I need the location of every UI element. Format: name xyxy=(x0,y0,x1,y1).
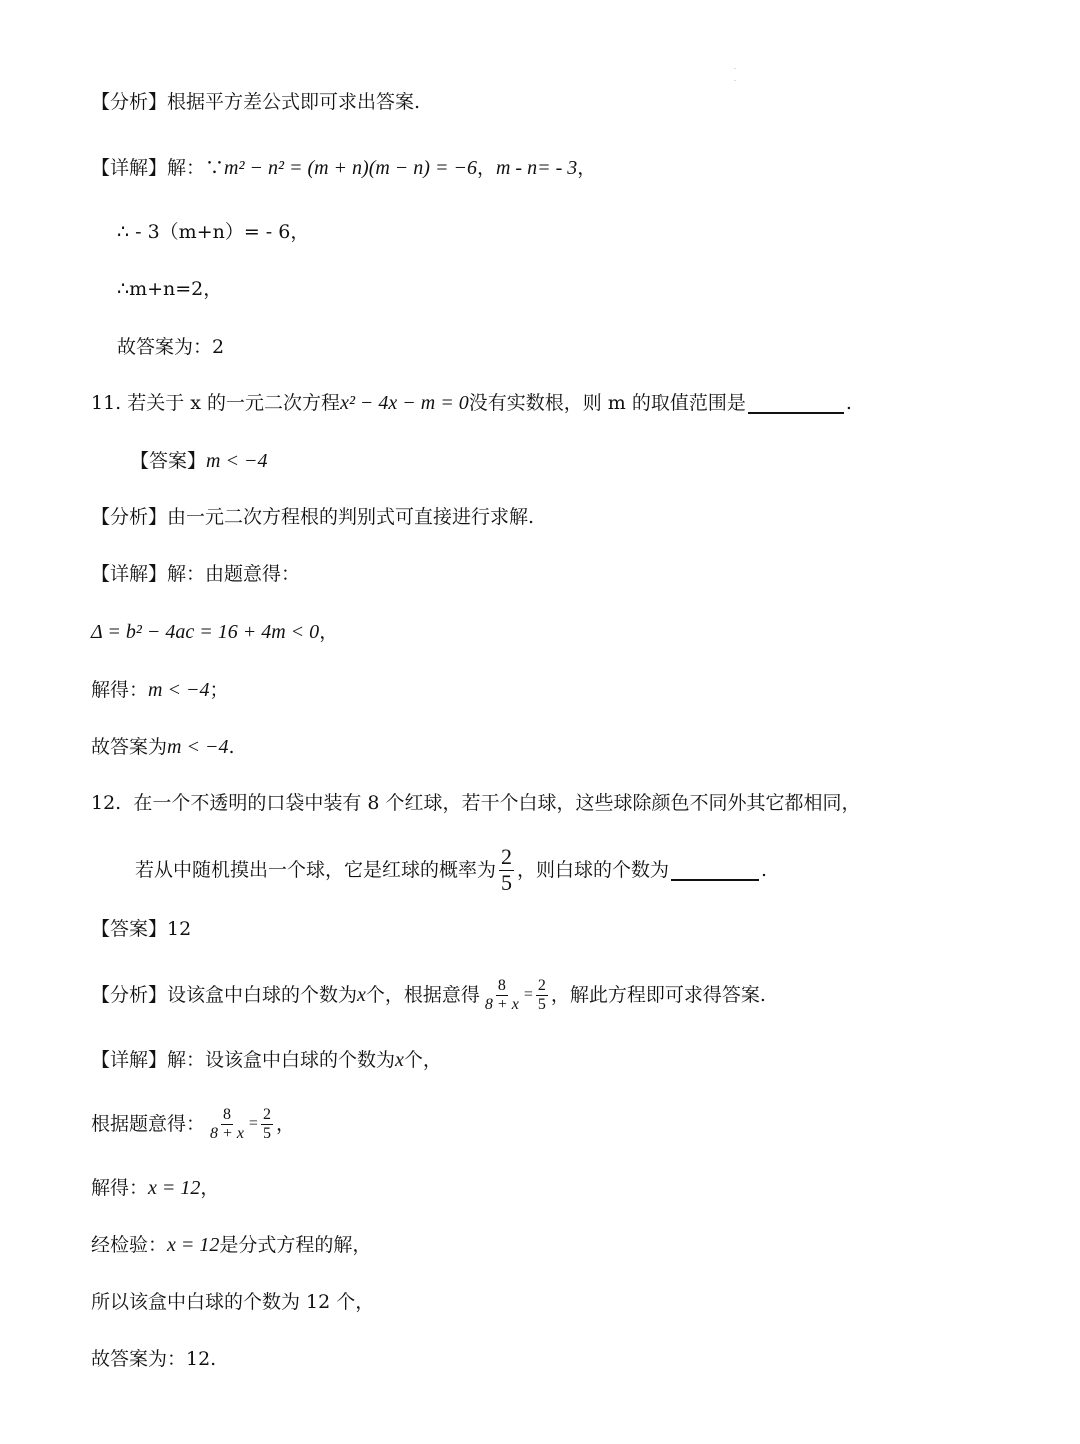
answer-statement-11: 故答案为 m < −4 . xyxy=(91,736,235,758)
question-11: 11. 若关于 x 的一元二次方程 x² − 4x − m = 0 没有实数根，则 m 的取值范围是 . xyxy=(91,392,852,414)
equation-fraction-right: $\frac{2}{5}$ xyxy=(537,976,546,1013)
analysis-11: 【分析】由一元二次方程根的判别式可直接进行求解. xyxy=(91,506,535,528)
check-12: 经检验： x = 12 是分式方程的解， xyxy=(91,1234,372,1256)
formula-difference-of-squares: m² − n² = (m + n)(m − n) = −6 xyxy=(224,157,477,179)
question-12-line2: 若从中随机摸出一个球，它是红球的概率为 $\frac{2}{5}$ ，则白球的个数为 . xyxy=(135,844,768,895)
detail-fraction-right: $\frac{2}{5}$ xyxy=(262,1105,271,1142)
equation-12: 根据题意得： $\frac{8}{8 + x}$ = $\frac{2}{5}$ ， xyxy=(91,1105,295,1142)
analysis-10: 【分析】根据平方差公式即可求出答案. xyxy=(91,91,421,113)
detail-11: 【详解】解：由题意得： xyxy=(91,563,301,585)
answer-statement-10: 故答案为：2 xyxy=(117,336,225,358)
answer-11: 【答案】 m < −4 xyxy=(130,450,268,472)
conclusion-12: 所以该盒中白球的个数为 12 个， xyxy=(91,1291,375,1313)
step-10-1: ∴ - 3（m+n）= - 6， xyxy=(117,221,310,243)
detail-12: 【详解】解：设该盒中白球的个数为 x 个， xyxy=(91,1049,442,1071)
discriminant-11: Δ = b² − 4ac = 16 + 4m < 0 ， xyxy=(91,621,339,643)
question-12-line1: 12. 在一个不透明的口袋中装有 8 个红球，若干个白球，这些球除颜色不同外其它都相同， xyxy=(91,792,861,814)
solution-12: 解得： x = 12 ， xyxy=(91,1177,220,1199)
step-10-2: ∴m+n=2， xyxy=(117,278,223,300)
solution-11: 解得： m < −4 ； xyxy=(91,679,229,701)
corner-marks: · · xyxy=(734,66,736,85)
answer-statement-12: 故答案为：12. xyxy=(91,1348,217,1370)
detail-10: 【详解】解：∵ m² − n² = (m + n)(m − n) = −6 ， m - n= - 3 ， xyxy=(91,152,596,184)
detail-fraction-left: $\frac{8}{8 + x}$ xyxy=(210,1105,244,1142)
analysis-12: 【分析】设该盒中白球的个数为 x 个，根据意得 $\frac{8}{8 + x}$ = $\frac{2}{5}$ ，解此方程即可求得答案. xyxy=(91,976,766,1013)
answer-blank-12 xyxy=(671,859,759,881)
equation-fraction-left: $\frac{8}{8 + x}$ xyxy=(484,976,519,1013)
answer-12: 【答案】12 xyxy=(91,918,192,940)
answer-blank-11 xyxy=(748,392,844,414)
probability-fraction: $\frac{2}{5}$ xyxy=(501,844,513,895)
